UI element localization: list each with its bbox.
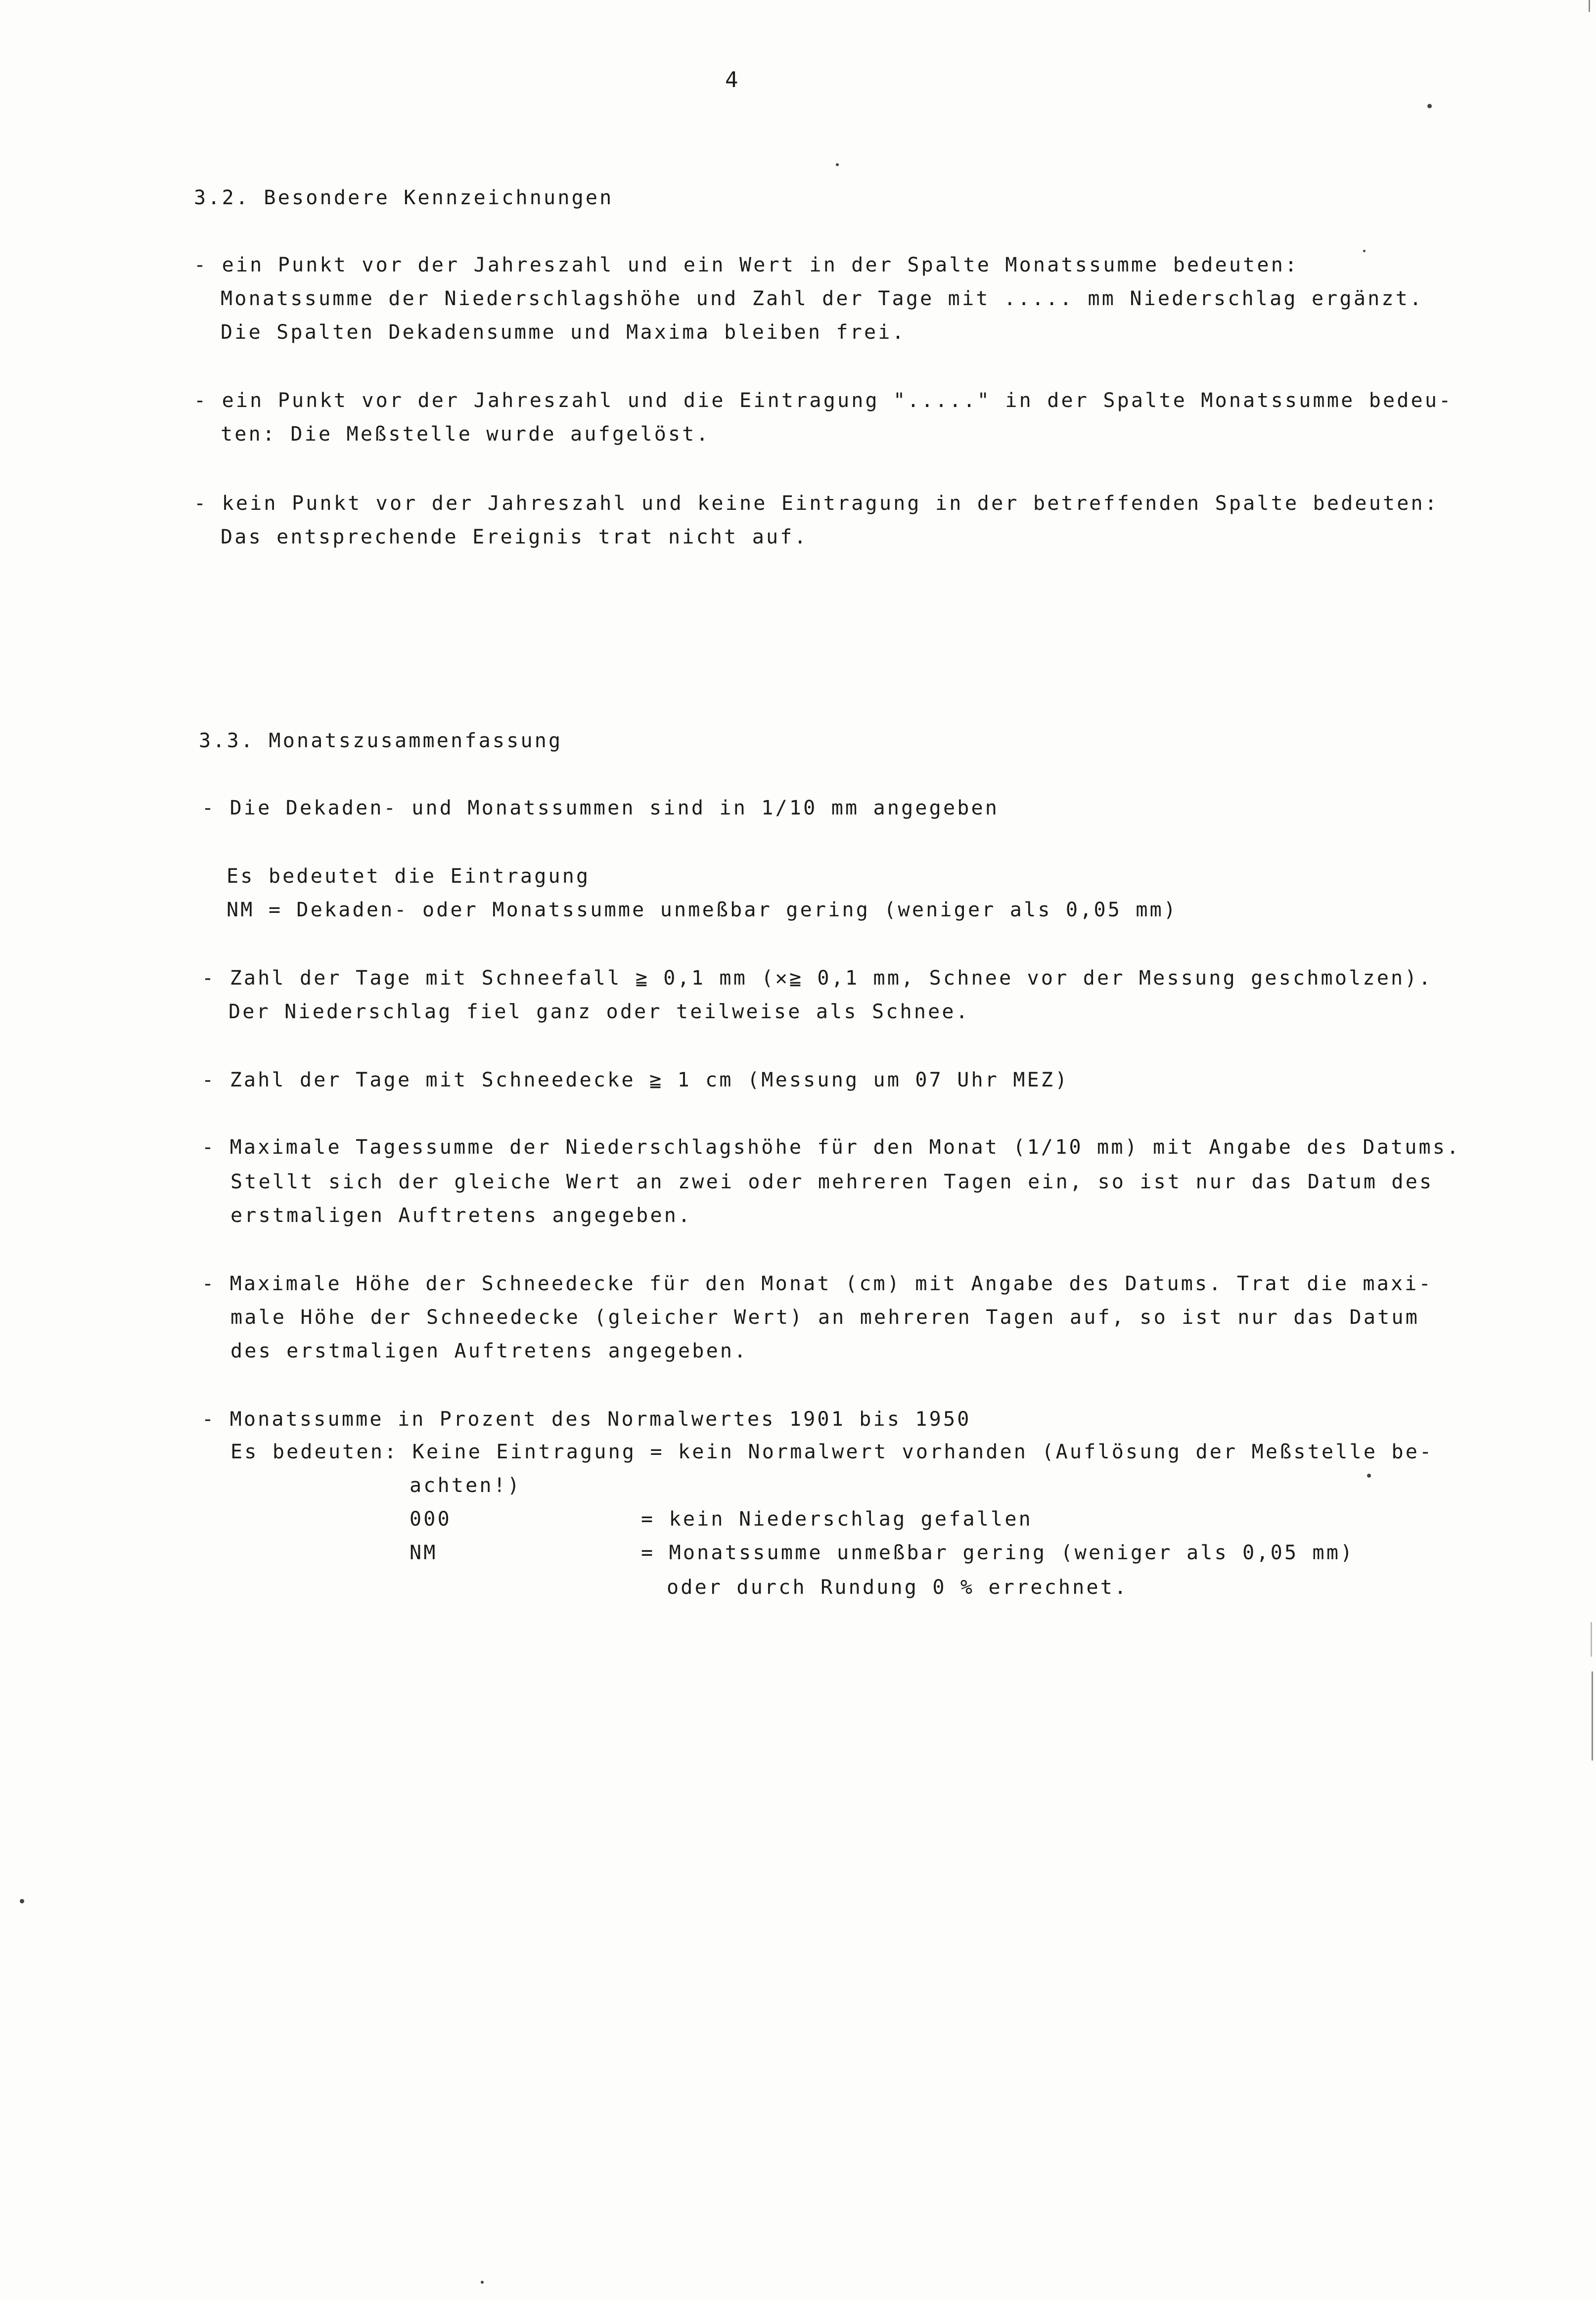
text-line: Der Niederschlag fiel ganz oder teilweise als Schnee. bbox=[228, 1000, 970, 1023]
text-line: NM = Dekaden- oder Monatssumme unmeßbar gering (weniger als 0,05 mm) bbox=[227, 899, 1178, 921]
legend-description: = kein Niederschlag gefallen bbox=[641, 1508, 1033, 1531]
list-item-line: Die Spalten Dekadensumme und Maxima bleiben frei. bbox=[221, 321, 906, 344]
text-line: erstmaligen Auftretens angegeben. bbox=[230, 1204, 692, 1227]
legend-code: NM bbox=[410, 1541, 438, 1564]
text-line: male Höhe der Schneedecke (gleicher Wert) an mehreren Tagen auf, so ist nur das Datum bbox=[230, 1306, 1419, 1329]
list-item-line: - Zahl der Tage mit Schneedecke ≧ 1 cm (Messung um 07 Uhr MEZ) bbox=[202, 1069, 1069, 1091]
list-item-line: - Maximale Tagessumme der Niederschlagshöhe für den Monat (1/10 mm) mit Angabe des Datums. bbox=[202, 1136, 1461, 1159]
list-item-line: - Maximale Höhe der Schneedecke für den Monat (cm) mit Angabe des Datums. Trat die maxi- bbox=[202, 1272, 1433, 1295]
text-line: Es bedeutet die Eintragung bbox=[227, 865, 591, 888]
scan-speck bbox=[1367, 1474, 1371, 1478]
list-item-line: - kein Punkt vor der Jahreszahl und keine Eintragung in der betreffenden Spalte bedeuten: bbox=[194, 492, 1439, 515]
scan-speck bbox=[20, 1899, 24, 1903]
text-line: des erstmaligen Auftretens angegeben. bbox=[230, 1340, 748, 1362]
scan-edge-mark bbox=[1589, 0, 1590, 12]
scan-speck bbox=[1363, 250, 1366, 252]
list-item-line: - ein Punkt vor der Jahreszahl und die Eintragung "....." in der Spalte Monatssumme bedeu- bbox=[194, 389, 1453, 412]
legend-code: 000 bbox=[410, 1508, 452, 1531]
list-item-line: ten: Die Meßstelle wurde aufgelöst. bbox=[221, 423, 710, 446]
section-heading-3-2: 3.2. Besondere Kennzeichnungen bbox=[194, 186, 614, 209]
page-number: 4 bbox=[725, 67, 738, 92]
legend-description: = Monatssumme unmeßbar gering (weniger als 0,05 mm) bbox=[641, 1541, 1355, 1564]
list-item-line: Das entsprechende Ereignis trat nicht auf. bbox=[221, 526, 808, 548]
list-item-line: Monatssumme der Niederschlagshöhe und Zahl der Tage mit ..... mm Niederschlag ergänzt. bbox=[221, 287, 1424, 310]
scan-speck bbox=[481, 2281, 484, 2284]
scan-edge-mark bbox=[1592, 1671, 1593, 1760]
section-heading-3-3: 3.3. Monatszusammenfassung bbox=[199, 729, 563, 752]
text-line: oder durch Rundung 0 % errechnet. bbox=[667, 1576, 1129, 1599]
list-item-line: - Zahl der Tage mit Schneefall ≧ 0,1 mm (✕≧ 0,1 mm, Schnee vor der Messung geschmolzen). bbox=[202, 967, 1433, 990]
text-line: Stellt sich der gleiche Wert an zwei oder mehreren Tagen ein, so ist nur das Datum des bbox=[230, 1171, 1434, 1193]
text-line: Es bedeuten: Keine Eintragung = kein Normalwert vorhanden (Auflösung der Meßstelle be- bbox=[230, 1441, 1434, 1463]
scan-speck bbox=[836, 163, 839, 166]
list-item-line: - Monatssumme in Prozent des Normalwertes 1901 bis 1950 bbox=[202, 1408, 971, 1431]
list-item-line: - Die Dekaden- und Monatssummen sind in 1/10 mm angegeben bbox=[202, 797, 1000, 819]
list-item-line: - ein Punkt vor der Jahreszahl und ein Wert in der Spalte Monatssumme bedeuten: bbox=[194, 254, 1299, 276]
scan-speck bbox=[1427, 104, 1432, 108]
scan-edge-mark bbox=[1591, 1622, 1592, 1657]
text-line: achten!) bbox=[410, 1474, 522, 1497]
